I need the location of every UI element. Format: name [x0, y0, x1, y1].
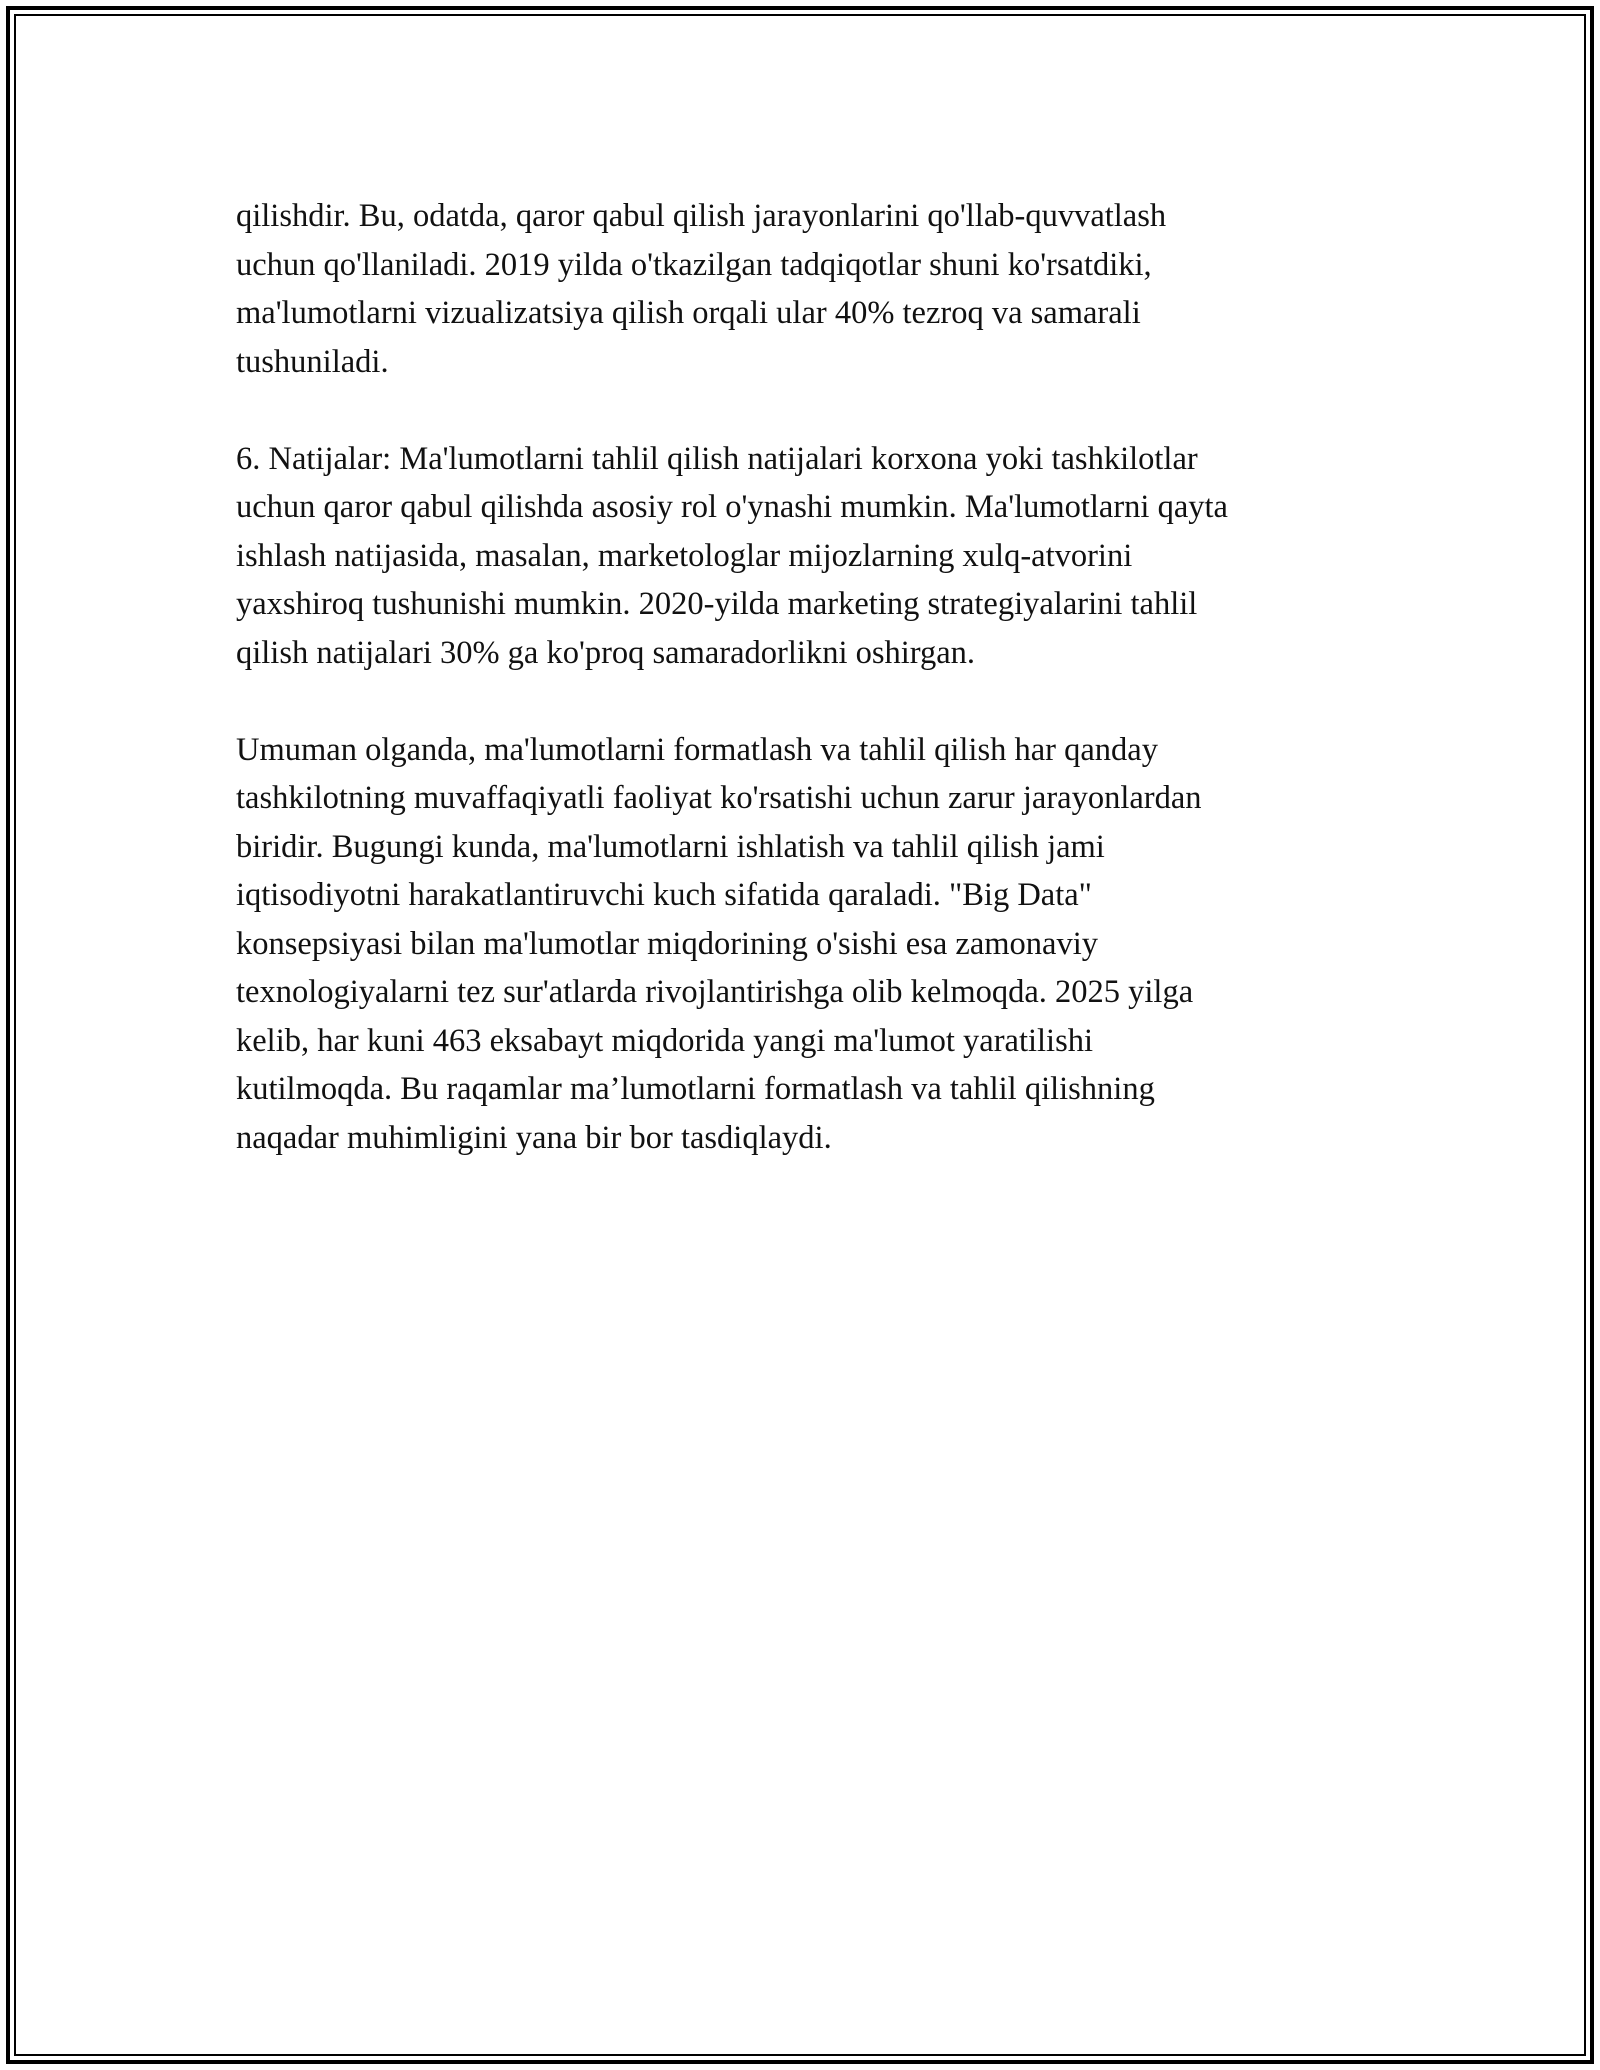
- text-line: uchun qo'llaniladi. 2019 yilda o'tkazilgan tadqiqotlar shuni ko'rsatdiki,: [236, 246, 1152, 283]
- text-line: qilish natijalari 30% ga ko'proq samaradorlikni oshirgan.: [236, 634, 976, 671]
- text-line: Umuman olganda, ma'lumotlarni formatlash va tahlil qilish har qanday: [236, 731, 1158, 768]
- text-line: kutilmoqda. Bu raqamlar ma’lumotlarni formatlash va tahlil qilishning: [236, 1071, 1155, 1107]
- paragraph-visualization: [236, 192, 1376, 386]
- paragraph-conclusion: [236, 726, 1376, 1163]
- text-line: texnologiyalarni tez sur'atlarda rivojlantirishga olib kelmoqda. 2025 yilga: [236, 974, 1194, 1010]
- text-line: konsepsiyasi bilan ma'lumotlar miqdorining o'sishi esa zamonaviy: [236, 925, 1098, 962]
- text-line: ishlash natijasida, masalan, marketologlar mijozlarning xulq-atvorini: [236, 537, 1133, 574]
- paragraph-results: [236, 435, 1376, 678]
- text-line: yaxshiroq tushunishi mumkin. 2020-yilda marketing strategiyalarini tahlil: [236, 586, 1198, 622]
- text-line: uchun qaror qabul qilishda asosiy rol o'ynashi mumkin. Ma'lumotlarni qayta: [236, 489, 1228, 525]
- text-line: ma'lumotlarni vizualizatsiya qilish orqali ular 40% tezroq va samarali: [236, 295, 1141, 331]
- text-line: kelib, har kuni 463 eksabayt miqdorida yangi ma'lumot yaratilishi: [236, 1022, 1093, 1059]
- text-line: tushuniladi.: [236, 343, 389, 380]
- text-line: tashkilotning muvaffaqiyatli faoliyat ko'rsatishi uchun zarur jarayonlardan: [236, 780, 1202, 816]
- text-line: iqtisodiyotni harakatlantiruvchi kuch sifatida qaraladi. "Big Data": [236, 877, 1092, 913]
- text-line: 6. Natijalar: Ma'lumotlarni tahlil qilish natijalari korxona yoki tashkilotlar: [236, 440, 1198, 477]
- text-line: qilishdir. Bu, odatda, qaror qabul qilish jarayonlarini qo'llab-quvvatlash: [236, 198, 1167, 234]
- text-line: naqadar muhimligini yana bir bor tasdiqlaydi.: [236, 1119, 832, 1156]
- document-body: [236, 192, 1376, 1211]
- text-line: biridir. Bugungi kunda, ma'lumotlarni ishlatish va tahlil qilish jami: [236, 828, 1105, 865]
